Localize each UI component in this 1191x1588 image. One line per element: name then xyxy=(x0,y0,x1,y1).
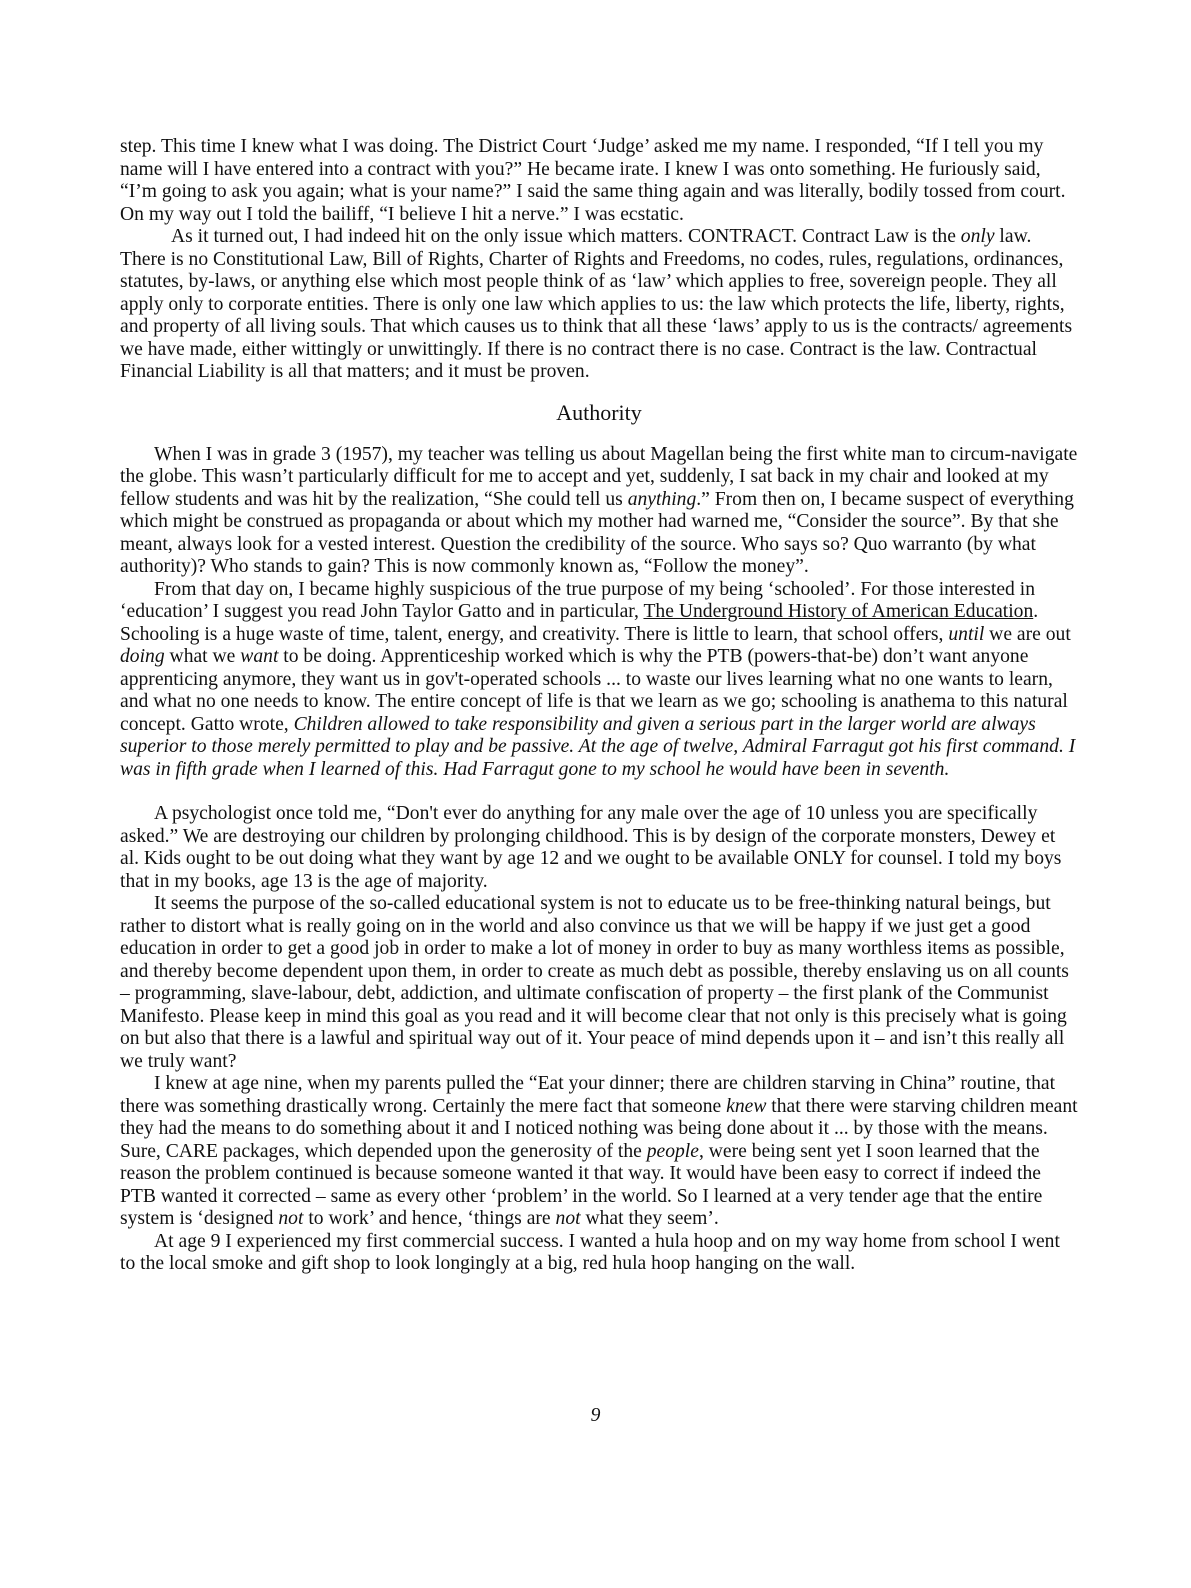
emphasis-doing: doing xyxy=(120,646,165,667)
page-number: 9 xyxy=(590,1405,601,1426)
text-run: . Schooling is a huge waste of time, talent, energy, and creativity. There is little to learn, that school offers, xyxy=(120,601,1039,645)
paragraph-age-nine xyxy=(120,1073,1078,1231)
paragraph-court-name xyxy=(120,136,1078,226)
text-run: what we xyxy=(164,646,241,667)
book-title-underground-history: The Underground History of American Education xyxy=(643,601,1034,622)
text-run: what they seem’. xyxy=(580,1208,719,1229)
text-run: to work’ and hence, ‘things are xyxy=(303,1208,556,1229)
text-run: From that day on, I became highly suspicious of the true purpose of my being ‘schooled’. For those interested in ‘education’ I suggest you read John Taylor Gatto and in particular, xyxy=(120,578,1035,622)
text-run: that there were starving children meant they had the means to do something about it and I noticed nothing was being done about it ... by those with the means. Sure, CARE packages, which depended upon the generosity of the xyxy=(120,1095,1078,1162)
emphasis-not: not xyxy=(278,1208,304,1229)
text-run: .” From then on, I became suspect of everything which might be construed as propaganda or about which my mother had warned me, “Consider the source”. By that she meant, always look for a vested interest. Question the credibility of the source. Who says so? Quo warranto (by what authority)? Who stands to gain? This is now commonly known as, “Follow the money”. xyxy=(120,488,1074,577)
paragraph-educational-system xyxy=(120,893,1078,1073)
paragraph-contract-law xyxy=(120,226,1078,384)
paragraph-grade-three xyxy=(120,444,1078,579)
text-run: At age 9 I experienced my first commercial success. I wanted a hula hoop and on my way home from school I went to the local smoke and gift shop to look longingly at a big, red hula hoop hanging on the wall. xyxy=(120,1230,1060,1274)
emphasis-until: until xyxy=(948,623,985,645)
paragraph-gap xyxy=(120,781,1078,803)
text-run: It seems the purpose of the so-called educational system is not to educate us to be free-thinking natural beings, but rather to distort what is really going on in the world and also convince us that we will be happy if we just get a good education in order to get a good job in order to make a lot of money in order to buy as many worthless items as possible, and thereby become dependent upon them, in order to create as much debt as possible, thereby enslaving us on all counts – programming, slave-labour, debt, addiction, and ultimate confiscation of property – the first plank of the Communist Manifesto. Please keep in mind this goal as you read and it will become clear that not only is this precisely what is going on but also that there is a lawful and spiritual way out of it. Your peace of mind depends upon it – and isn’t this really all we truly want? xyxy=(120,893,1069,1072)
emphasis-knew: knew xyxy=(726,1095,767,1117)
paragraph-psychologist xyxy=(120,803,1078,893)
gatto-quote: Children allowed to take responsibility and given a serious part in the larger world are always superior to those merely permitted to play and be passive. At the age of twelve, Admiral Farragut got his first command. I was in fifth grade when I learned of this. Had Farragut gone to my school he would have been in seventh. xyxy=(120,713,1076,780)
text-run: to be doing. Apprenticeship worked which is why the PTB (powers-that-be) don’t want anyone apprenticing anymore, they want us in gov't-operated schools ... to waste our lives learning what no one wants to learn, and what no one needs to know. The entire concept of life is that we learn as we go; schooling is anathema to this natural concept. Gatto wrote, xyxy=(120,646,1068,735)
page-body xyxy=(120,136,1078,1276)
text-run: When I was in grade 3 (1957), my teacher was telling us about Magellan being the first white man to circum-navigate the globe. This wasn’t particularly difficult for me to accept and yet, suddenly, I sat back in my chair and looked at my fellow students and was hit by the realization, “She could tell us xyxy=(120,443,1078,510)
text-run: law. There is no Constitutional Law, Bill of Rights, Charter of Rights and Freedoms, no codes, rules, regulations, ordinances, statutes, by-laws, or anything else which most people think of as ‘law’ which applies to free, sovereign people. They all apply only to corporate entities. There is only one law which applies to us: the law which protects the life, liberty, rights, and property of all living souls. That which causes us to think that all these ‘laws’ apply to us is the contracts/ agreements we have made, either wittingly or unwittingly. If there is no contract there is no case. Contract is the law. Contractual Financial Liability is all that matters; and it must be proven. xyxy=(120,226,1073,382)
text-run: As it turned out, I had indeed hit on the only issue which matters. CONTRACT. Contract Law is the xyxy=(171,226,961,247)
text-run: , were being sent yet I soon learned that the reason the problem continued is because someone wanted it that way. It would have been easy to correct if indeed the PTB wanted it corrected – same as every other ‘problem’ in the world. So I learned at a very tender age that the entire system is ‘designed xyxy=(120,1140,1043,1229)
paragraph-court-name-text: step. This time I knew what I was doing. The District Court ‘Judge’ asked me my name. I responded, “If I tell you my name will I have entered into a contract with you?” He became irate. I knew I was onto something. He furiously said, “I’m going to ask you again; what is your name?” I said the same thing again and was literally, bodily tossed from court. On my way out I told the bailiff, “I believe I hit a nerve.” I was ecstatic. xyxy=(120,136,1066,225)
paragraph-schooled xyxy=(120,579,1078,782)
emphasis-only: only xyxy=(960,226,995,247)
text-run: we are out xyxy=(984,623,1071,645)
emphasis-people: people xyxy=(646,1140,699,1162)
text-run: I knew at age nine, when my parents pulled the “Eat your dinner; there are children starving in China” routine, that there was something drastically wrong. Certainly the mere fact that someone xyxy=(120,1073,1056,1117)
emphasis-want: want xyxy=(240,646,279,667)
paragraph-hula-hoop xyxy=(120,1231,1078,1276)
section-heading-authority: Authority xyxy=(556,399,642,425)
emphasis-anything: anything xyxy=(627,488,697,510)
emphasis-not: not xyxy=(555,1208,581,1229)
text-run: A psychologist once told me, “Don't ever do anything for any male over the age of 10 unless you are specifically asked.” We are destroying our children by prolonging childhood. This is by design of the corporate monsters, Dewey et al. Kids ought to be out doing what they want by age 12 and we ought to be available ONLY for counsel. I told my boys that in my books, age 13 is the age of majority. xyxy=(120,803,1062,892)
